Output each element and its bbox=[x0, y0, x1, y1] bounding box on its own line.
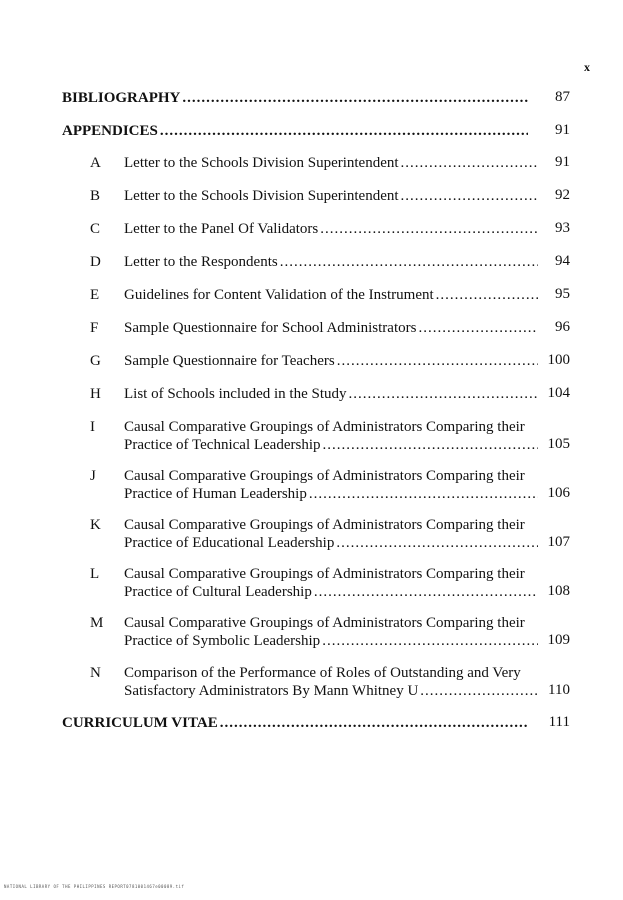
toc-entry-appendix-d[interactable] bbox=[90, 253, 540, 271]
dot-leader bbox=[323, 436, 539, 454]
toc-entry-text: Letter to the Respondents bbox=[124, 254, 278, 270]
toc-entry-text: Practice of Cultural Leadership bbox=[124, 584, 312, 600]
appendix-letter: J bbox=[90, 468, 96, 484]
appendix-letter: H bbox=[90, 386, 101, 402]
toc-page-number: 100 bbox=[547, 352, 570, 368]
toc-entry-text: Letter to the Schools Division Superintendent bbox=[124, 155, 399, 171]
toc-page-number: 96 bbox=[555, 319, 570, 335]
toc-page-number: 91 bbox=[555, 154, 570, 170]
dot-leader bbox=[418, 319, 538, 337]
toc-page-number: 92 bbox=[555, 187, 570, 203]
toc-entry-appendix-k[interactable] bbox=[90, 516, 540, 552]
toc-entry-text: Causal Comparative Groupings of Administrators Comparing their bbox=[124, 468, 525, 484]
toc-entry-text: Practice of Symbolic Leadership bbox=[124, 633, 321, 649]
toc-entry-text: Practice of Technical Leadership bbox=[124, 437, 321, 453]
dot-leader bbox=[220, 714, 528, 732]
appendix-letter: D bbox=[90, 254, 101, 270]
dot-leader bbox=[322, 632, 538, 650]
toc-entry-text: Causal Comparative Groupings of Administrators Comparing their bbox=[124, 566, 525, 582]
toc-entry-appendix-j[interactable] bbox=[90, 467, 540, 503]
toc-entry-text: Sample Questionnaire for Teachers bbox=[124, 353, 335, 369]
dot-leader bbox=[182, 89, 528, 107]
toc-entry-text: Comparison of the Performance of Roles of Outstanding and Very bbox=[124, 665, 521, 681]
toc-entry-appendix-e[interactable] bbox=[90, 286, 540, 304]
toc-entry-text: List of Schools included in the Study bbox=[124, 386, 347, 402]
dot-leader bbox=[401, 187, 538, 205]
toc-entry-bibliography[interactable] bbox=[62, 89, 530, 107]
dot-leader bbox=[436, 286, 538, 304]
toc-entry-label: BIBLIOGRAPHY bbox=[62, 90, 181, 106]
toc-page-number: 93 bbox=[555, 220, 570, 236]
toc-entry-curriculum-vitae[interactable] bbox=[62, 714, 530, 732]
dot-leader bbox=[314, 583, 538, 601]
toc-page-number: 104 bbox=[547, 385, 570, 401]
appendix-letter: A bbox=[90, 155, 101, 171]
toc-entry-label: CURRICULUM VITAE bbox=[62, 715, 218, 731]
toc-entry-appendix-g[interactable] bbox=[90, 352, 540, 370]
toc-entry-appendix-h[interactable] bbox=[90, 385, 540, 403]
toc-page-number: 108 bbox=[547, 583, 570, 599]
toc-page-number: 95 bbox=[555, 286, 570, 302]
dot-leader bbox=[401, 154, 538, 172]
toc-page-number: 105 bbox=[547, 436, 570, 452]
dot-leader bbox=[320, 220, 538, 238]
toc-entry-text: Causal Comparative Groupings of Administrators Comparing their bbox=[124, 615, 525, 631]
dot-leader bbox=[280, 253, 538, 271]
toc-page-number: 106 bbox=[547, 485, 570, 501]
appendix-letter: M bbox=[90, 615, 104, 631]
toc-entry-text: Causal Comparative Groupings of Administrators Comparing their bbox=[124, 517, 525, 533]
scan-footer: NATIONAL LIBRARY OF THE PHILIPPINES REPORT0781001467e00089.tif bbox=[4, 884, 185, 889]
toc-entry-text: Causal Comparative Groupings of Administrators Comparing their bbox=[124, 419, 525, 435]
toc-entry-text: Letter to the Schools Division Superintendent bbox=[124, 188, 399, 204]
dot-leader bbox=[420, 682, 538, 700]
appendix-letter: F bbox=[90, 320, 99, 336]
dot-leader bbox=[337, 352, 538, 370]
appendix-letter: L bbox=[90, 566, 100, 582]
toc-page-number: 107 bbox=[547, 534, 570, 550]
toc-entry-appendix-f[interactable] bbox=[90, 319, 540, 337]
toc-page-number: 91 bbox=[555, 122, 570, 138]
appendix-letter: B bbox=[90, 188, 101, 204]
toc-page-number: 109 bbox=[547, 632, 570, 648]
toc-entry-text: Letter to the Panel Of Validators bbox=[124, 221, 319, 237]
page-label: x bbox=[584, 60, 590, 74]
toc-entry-text: Guidelines for Content Validation of the Instrument bbox=[124, 287, 434, 303]
appendix-letter: E bbox=[90, 287, 100, 303]
appendix-letter: I bbox=[90, 419, 95, 435]
toc-entry-text: Practice of Human Leadership bbox=[124, 486, 307, 502]
appendix-letter: N bbox=[90, 665, 101, 681]
toc-page-number: 94 bbox=[555, 253, 570, 269]
toc-entry-appendix-c[interactable] bbox=[90, 220, 540, 238]
toc-entry-appendix-i[interactable] bbox=[90, 418, 540, 454]
toc-entry-text: Satisfactory Administrators By Mann Whitney U bbox=[124, 683, 419, 699]
toc-entry-text: Practice of Educational Leadership bbox=[124, 535, 335, 551]
toc-entry-appendix-m[interactable] bbox=[90, 614, 540, 650]
dot-leader bbox=[336, 534, 538, 552]
dot-leader bbox=[160, 122, 528, 140]
toc-entry-text: Sample Questionnaire for School Administrators bbox=[124, 320, 417, 336]
toc-entry-appendix-l[interactable] bbox=[90, 565, 540, 601]
toc-page-number: 87 bbox=[555, 89, 570, 105]
dot-leader bbox=[349, 385, 539, 403]
toc-page-number: 110 bbox=[548, 682, 570, 698]
appendix-letter: C bbox=[90, 221, 101, 237]
dot-leader bbox=[309, 485, 538, 503]
toc-entry-appendix-b[interactable] bbox=[90, 187, 540, 205]
toc-entry-label: APPENDICES bbox=[62, 123, 158, 139]
toc-entry-appendix-n[interactable] bbox=[90, 664, 540, 700]
toc-entry-appendix-a[interactable] bbox=[90, 154, 540, 172]
toc-entry-appendices[interactable] bbox=[62, 122, 530, 140]
appendix-letter: K bbox=[90, 517, 101, 533]
toc-page-number: 111 bbox=[548, 714, 570, 730]
appendix-letter: G bbox=[90, 353, 101, 369]
